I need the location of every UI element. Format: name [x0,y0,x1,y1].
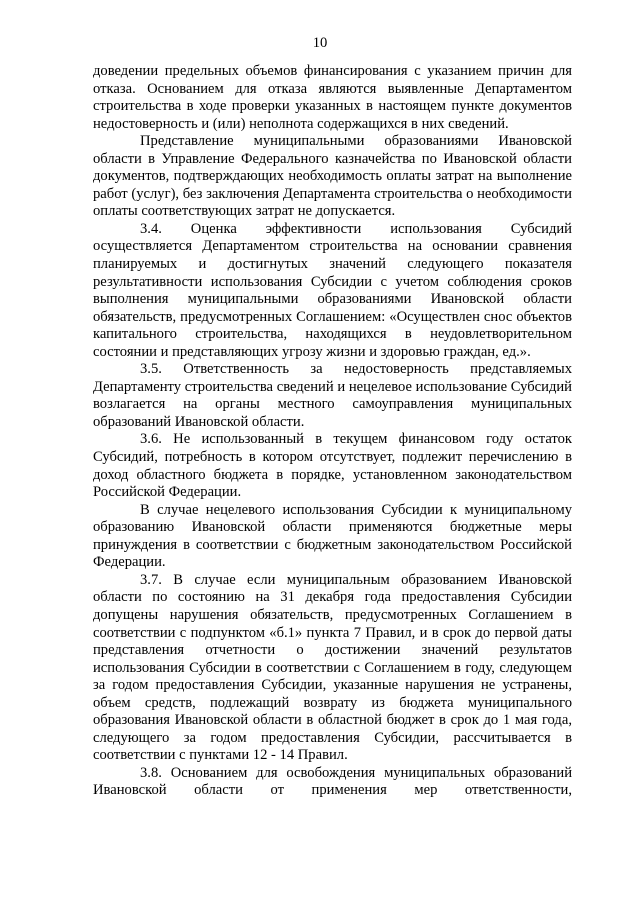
paragraph-3-4-efficiency: 3.4. Оценка эффективности использования Субсидий осуществляется Департаментом строительства на основании сравнения планируемых и достигнутых значений следующего показателя результативности использования Субсидии с учетом соблюдения сроков выполнения муниципальными образованиями Ивановской области обязательств, предусмотренных Соглашением: «Осуществлен снос объектов капитального строительства, находящихся в неудовлетворительном состоянии и представляющих угрозу жизни и здоровью граждан, ед.». [93,220,572,360]
paragraph-3-7-violations: 3.7. В случае если муниципальным образованием Ивановской области по состоянию на 31 декабря года предоставления Субсидии допущены нарушения обязательств, предусмотренных Соглашением в соответствии с подпунктом «б.1» пункта 7 Правил, и в срок до первой даты представления отчетности о достижении значений результатов использования Субсидии в соответствии с Соглашением в году, следующем за годом предоставления Субсидии, указанные нарушения не устранены, объем средств, подлежащий возврату из бюджета муниципального образования Ивановской области в областной бюджет в срок до 1 мая года, следующего за годом предоставления Субсидии, рассчитывается в соответствии с пунктами 12 - 14 Правил. [93,571,572,764]
paragraph-3-5-responsibility: 3.5. Ответственность за недостоверность представляемых Департаменту строительства сведений и нецелевое использование Субсидий возлагается на органы местного самоуправления муниципальных образований Ивановской области. [93,361,572,430]
document-body [93,63,572,800]
paragraph-3-6-unused-balance: 3.6. Не использованный в текущем финансовом году остаток Субсидий, потребность в котором отсутствует, подлежит перечислению в доход областного бюджета в порядке, установленном законодательством Российской Федерации. [93,431,572,501]
paragraph-treasury-documents: Представление муниципальными образованиями Ивановской области в Управление Федерального казначейства по Ивановской области документов, подтверждающих необходимость оплаты затрат на выполнение работ (услуг), без заключения Департамента строительства о необходимости оплаты соответствующих затрат не допускается. [93,133,572,220]
paragraph-misuse-measures: В случае нецелевого использования Субсидии к муниципальному образованию Ивановской области применяются бюджетные меры принуждения в соответствии с бюджетным законодательством Российской Федерации. [93,501,572,571]
paragraph-3-8-exemption: 3.8. Основанием для освобождения муниципальных образований Ивановской области от применения мер ответственности, [93,764,572,799]
paragraph-refusal-grounds: доведении предельных объемов финансирования с указанием причин для отказа. Основанием для отказа являются выявленные Департаментом строительства в ходе проверки указанных в настоящем пункте документов недостоверность и (или) неполнота содержащихся в них сведений. [93,63,572,132]
page-number: 10 [312,35,328,51]
